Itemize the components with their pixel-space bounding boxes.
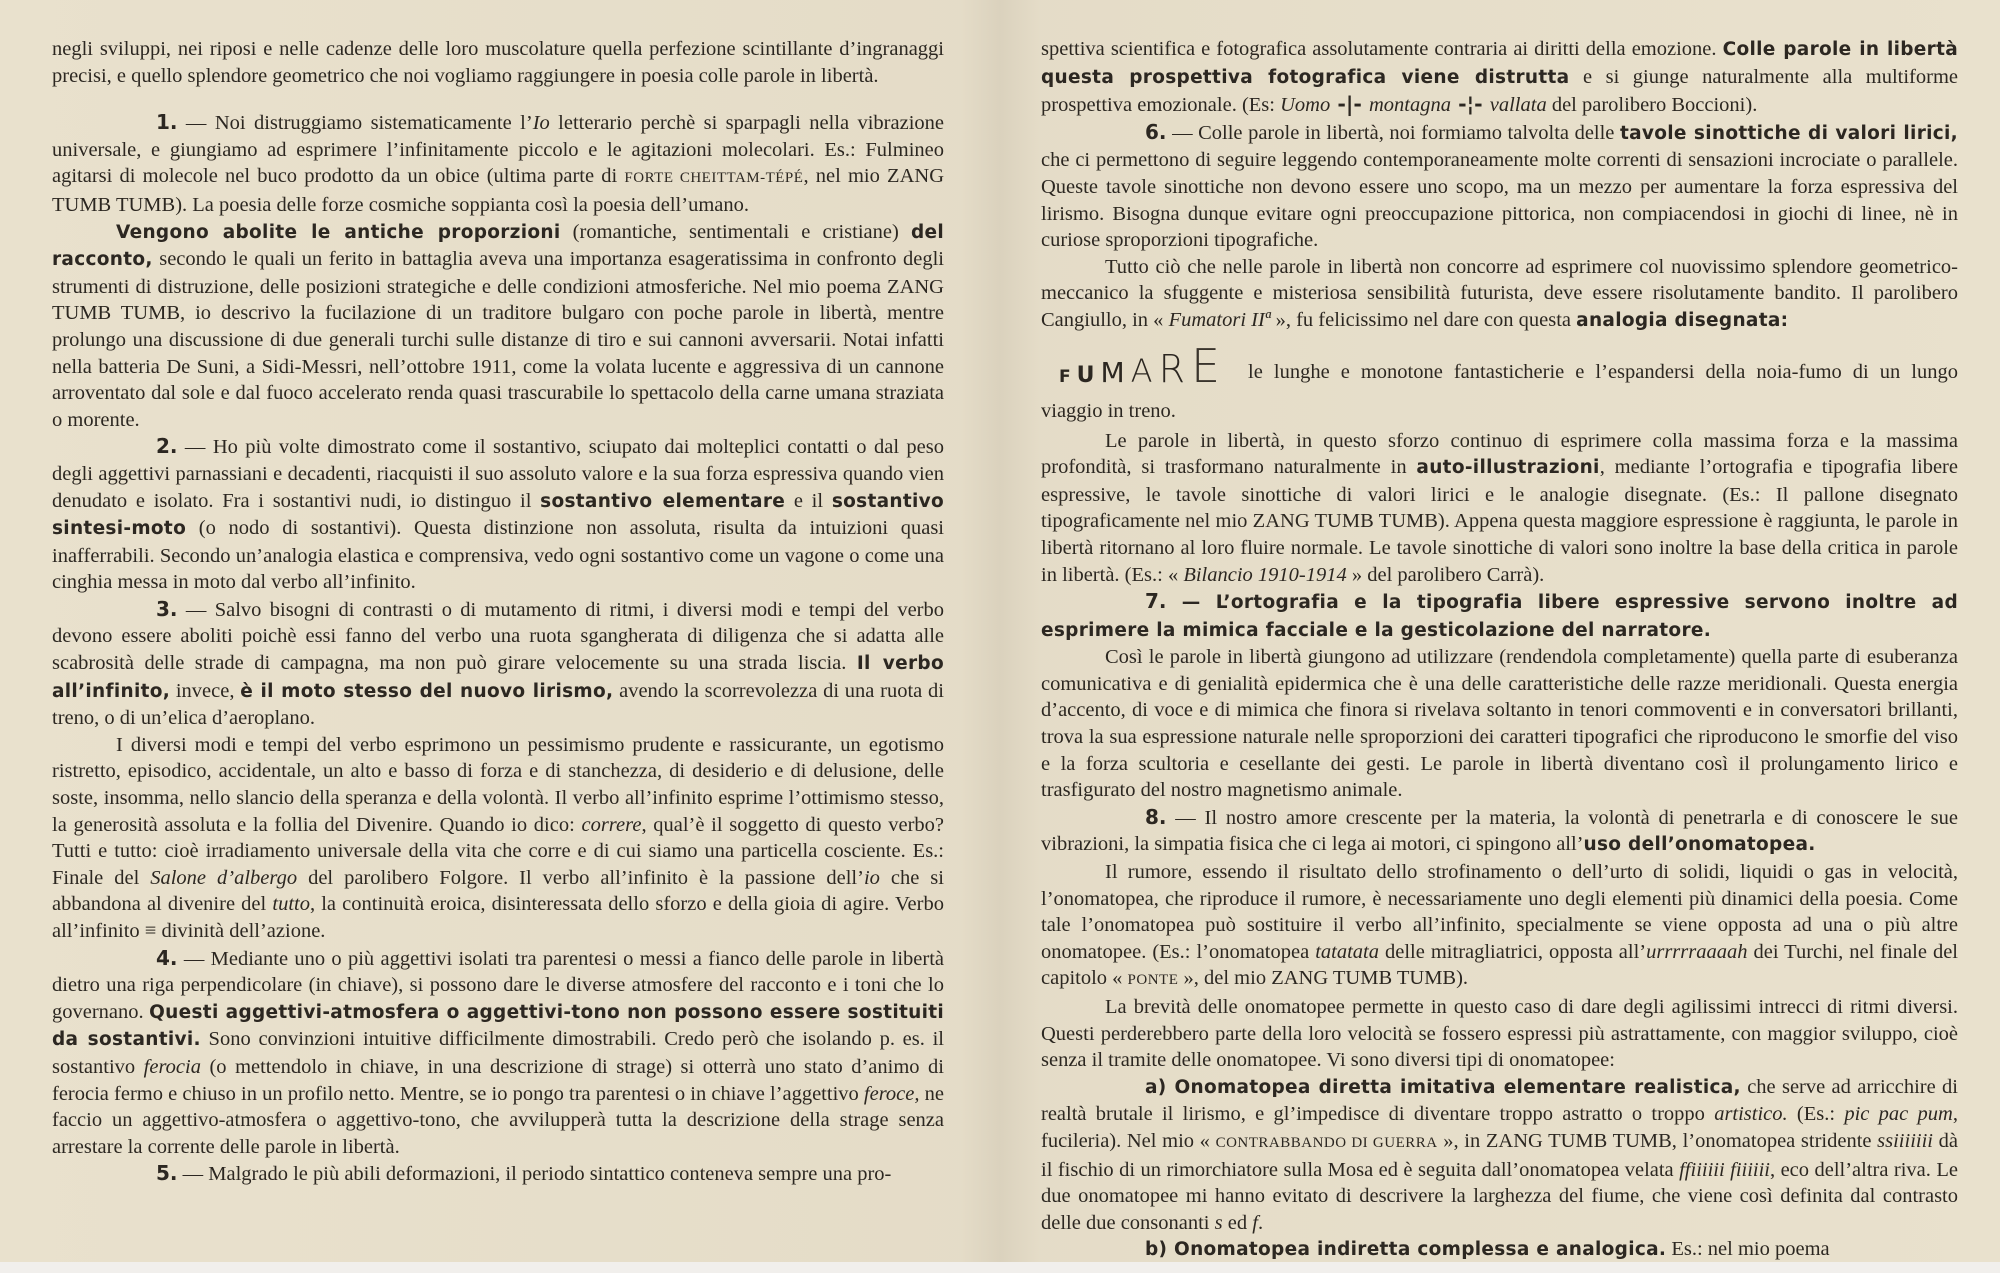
paragraph-tutto: Tutto ciò che nelle parole in libertà non concorre ad esprimere col nuovissimo splendore geometrico-meccanico la sfuggente e misteriosa sensibilità futurista, deve essere risolutamente bandito. Il parolibero Cangiullo, in « Fumatori IIª », fu felicissimo nel dare con questa analogia disegnata: [1041,255,1958,331]
section-8: 8. — Il nostro amore crescente per la materia, la volontà di penetrarla e di conoscere le sue vibrazioni, la simpatia fisica che ci lega ai motori, ci spingono all’uso dell’onomatopea. [1041,804,1958,856]
subsection-b: b) Onomatopea indiretta complessa e analogica. Es.: nel mio poema [1145,1238,1830,1261]
section-3: 3. — Salvo bisogni di contrasti o di mutamento di ritmi, i diversi modi e tempi del verbo devono essere aboliti poichè essi fanno del verbo una ruota sgangherata di diligenza che si adatta alle scabrosità delle strade di campagna, ma non può girare velocemente su una strada liscia. Il verbo all’infinito, invece, è il moto stesso del nuovo lirismo, avendo la scorrevolezza di una ruota di treno, o di un’elica d’aeroplano. [52,596,944,730]
section-6: 6. — Colle parole in libertà, noi formiamo talvolta delle tavole sinottiche di valori lirici, che ci permettono di seguire leggendo contemporaneamente molte correnti di sensazioni incrociate o parallele. Queste tavole sinottiche non devono essere uno scopo, ma un mezzo per aumentare la forza espressiva del lirismo. Bisogna dunque evitare ogni preoccupazione pittorica, non compiacendosi in giochi di linee, nè in curiose sproporzioni tipografiche. [1041,119,1958,252]
paragraph-vengono: Vengono abolite le antiche proporzioni (romantiche, sentimentali e cristiane) del racconto, secondo le quali un ferito in battaglia aveva una importanza esageratissima in confronto degli strumenti di distruzione, delle posizioni strategiche e delle condizioni atmosferiche. Nel mio poema ZANG TUMB TUMB, io descrivo la fucilazione di un traditore bulgaro con poche parole in libertà, mentre prolungo una discussione di due generali turchi sulle distanze di tiro e sui cannoni avversarii. Notai infatti nella batteria De Suni, a Sidi-Messri, nell’ottobre 1911, come la volata lucente e aggressiva di un cannone arroventato dal sole e dal fuoco accelerato renda quasi trascurabile lo spettacolo della carne umana straziata o morente. [52,220,944,431]
paragraph-continuation: spettiva scientifica e fotografica assolutamente contraria ai diritti della emozione. Colle parole in libertà questa prospettiva fotografica viene distrutta e si giunge naturalmente alla multiforme prospettiva emozionale. (Es: Uomo -|- montagna -¦- vallata del parolibero Boccioni). [1041,38,1958,117]
section-4: 4. — Mediante uno o più aggettivi isolati tra parentesi o messi a fianco delle parole in libertà dietro una riga perpendicolare (in chiave), si possono dare le diverse atmosfere del racconto e i toni che lo governano. Questi aggettivi-atmosfera o aggettivi-tono non possono essere sostituiti da sostantivi. Sono convinzioni intuitive difficilmente dimostrabili. Credo però che isolando p. es. il sostantivo ferocia (o mettendolo in chiave, in una descrizione di strage) si otterrà uno stato d’animo di ferocia fermo e chiuso in un profilo netto. Mentre, se io pongo tra parentesi o in chiave l’aggettivo feroce, ne faccio un aggettivo-atmosfera o aggettivo-tono, che avvilupperà tutta la descrizione della strage senza arrestare la corrente delle parole in libertà. [52,945,945,1158]
paragraph-diversi: I diversi modi e tempi del verbo esprimono un pessimismo prudente e rassicurante, un egotismo ristretto, episodico, accidentale, un alto e basso di forza e di stanchezza, di desiderio e di delusione, delle soste, insomma, nello slancio della speranza e della volontà. Il verbo all’infinito esprime l’ottimismo stesso, la generosità assoluta e la follia del Divenire. Quando io dico: correre, qual’è il soggetto di questo verbo? Tutti e tutto: cioè irradiamento universale della vita che corre e di cui siamo una particella cosciente. Es.: Finale del Salone d’albergo del parolibero Folgore. Il verbo all’infinito è la passione dell’io che si abbandona al divenire del tutto, la continuità eroica, disinteressata dello sforzo e della gioia di agire. Verbo all’infinito ≡ divinità dell’azione. [52,733,944,942]
section-number: 4. [156,945,178,970]
section-2: 2. — Ho più volte dimostrato come il sostantivo, sciupato dai molteplici contatti o dal peso degli aggettivi parnassiani e decadenti, riacquisti il suo assoluto valore e la sua forza espressiva quando vien denudato e isolato. Fra i sostantivi nudi, io distinguo il sostantivo elementare e il sostantivo sintesi-moto (o nodo di sostantivi). Questa distinzione non assoluta, risulta da intuizioni quasi inafferrabili. Secondo un’analogia elastica e comprensiva, vedo ogni sostantivo come un vagone o come una cinghia messa in moto dal verbo all’infinito. [52,434,944,594]
paragraph-cosi: Così le parole in libertà giungono ad utilizzare (rendendola completamente) quella parte di esuberanza comunicativa e di genialità epidermica che è una delle caratteristiche delle razze meridionali. Questa energia d’accento, di voce e di mimica che finora si rivelava soltanto in tenori commoventi e in conversatori brillanti, trova la sua espressione naturale nelle sproporzioni dei caratteri tipografici che riproducono le smorfie del viso e la forza scultoria e cesellante dei gesti. Le parole in libertà diventano così il prolungamento lirico e trasfigurato del nostro magnetismo animale. [1041,646,1958,802]
fumare-line: FUMARE le lunghe e monotone fantasticherie e l’espandersi della noia-fumo di un lungo viaggio in treno. [1041,338,1958,422]
section-number: 3. [156,596,178,621]
paragraph-rumore: Il rumore, essendo il risultato dello strofinamento o dell’urto di solidi, liquidi o gas in velocità, l’onomatopea, che riproduce il rumore, è necessariamente uno degli elementi più dinamici della poesia. Come tale l’onomatopea può sostituire il verbo all’infinito, specialmente se viene opposta ad una o più altre onomatopee. (Es.: l’onomatopea tatatata delle mitragliatrici, opposta all’urrrrraaaah dei Turchi, nel finale del capitolo « PONTE », del mio ZANG TUMB TUMB). [1041,861,1958,990]
plus-symbol: -¦- [1450,92,1490,117]
section-number: 8. [1145,804,1167,829]
fumare-analogy-drawing: FUMARE [1059,338,1227,393]
section-number: 5. [156,1161,178,1186]
left-page [52,36,944,1188]
paragraph-le-parole: Le parole in libertà, in questo sforzo continuo di esprimere colla massima forza e la massima profondità, si trasformano naturalmente in auto-illustrazioni, mediante l’ortografia e tipografia libere espressive, le tavole sinottiche di valori lirici e le analogie disegnate. (Es.: Il pallone disegnato tipograficamente nel mio ZANG TUMB TUMB). Appena questa maggiore espressione è raggiunta, le parole in libertà ritornano al loro fluire normale. Le tavole sinottiche di valori sono inoltre la base della critica in parole in libertà. (Es.: « Bilancio 1910-1914 » del parolibero Carrà). [1041,429,1958,586]
section-number: 6. [1145,119,1167,144]
section-5: 5. — Malgrado le più abili deformazioni, il periodo sintattico conteneva sempre una pro- [156,1161,892,1186]
section-7: 7. — L’ortografia e la tipografia libere espressive servono inoltre ad esprimere la mimica facciale e la gesticolazione del narratore. [1041,589,1958,641]
section-number: 1. [156,110,178,135]
section-number: 2. [156,434,178,459]
section-1: 1. — Noi distruggiamo sistematicamente l’Io letterario perchè si sparpagli nella vibrazione universale, e giungiamo ad esprimere l’infinitamente piccolo e le agitazioni molecolari. Es.: Fulmineo agitarsi di molecole nel buco prodotto da un obice (ultima parte di FORTE CHEITTAM-TÉPÉ, nel mio ZANG TUMB TUMB). La poesia delle forze cosmiche soppianta così la poesia dell’umano. [52,110,944,216]
right-page [1041,36,1958,1264]
plus-symbol: -|- [1330,92,1369,117]
subsection-a: a) Onomatopea diretta imitativa elementare realistica, che serve ad arricchire di realtà brutale il lirismo, e gl’impedisce di diventare troppo astratto o troppo artistico. (Es.: pic pac pum, fucileria). Nel mio « CONTRABBANDO DI GUERRA », in ZANG TUMB TUMB, l’onomatopea stridente ssiiiiiii dà il fischio di un rimorchiatore sulla Mosa ed è seguita dall’onomatopea velata ffiiiiii fiiiiii, eco dell’altra riva. Le due onomatopee mi hanno evitato di descrivere la larghezza del fiume, che viene così definita dal contrasto delle due consonanti s ed f. [1041,1075,1958,1234]
section-number: 7. [1145,589,1167,614]
paragraph-brevita: La brevità delle onomatopee permette in questo caso di dare degli agilissimi intrecci di ritmi diversi. Questi perderebbero parte della loro velocità se fossero espressi più astrattamente, con maggior sviluppo, cioè senza il tramite delle onomatopee. Vi sono diversi tipi di onomatopee: [1041,996,1958,1072]
intro-paragraph: negli sviluppi, nei riposi e nelle cadenze delle loro muscolature quella perfezione scintillante d’ingranaggi precisi, e quello splendore geometrico che noi vogliamo raggiungere in poesia colle parole in libertà. [52,38,944,87]
